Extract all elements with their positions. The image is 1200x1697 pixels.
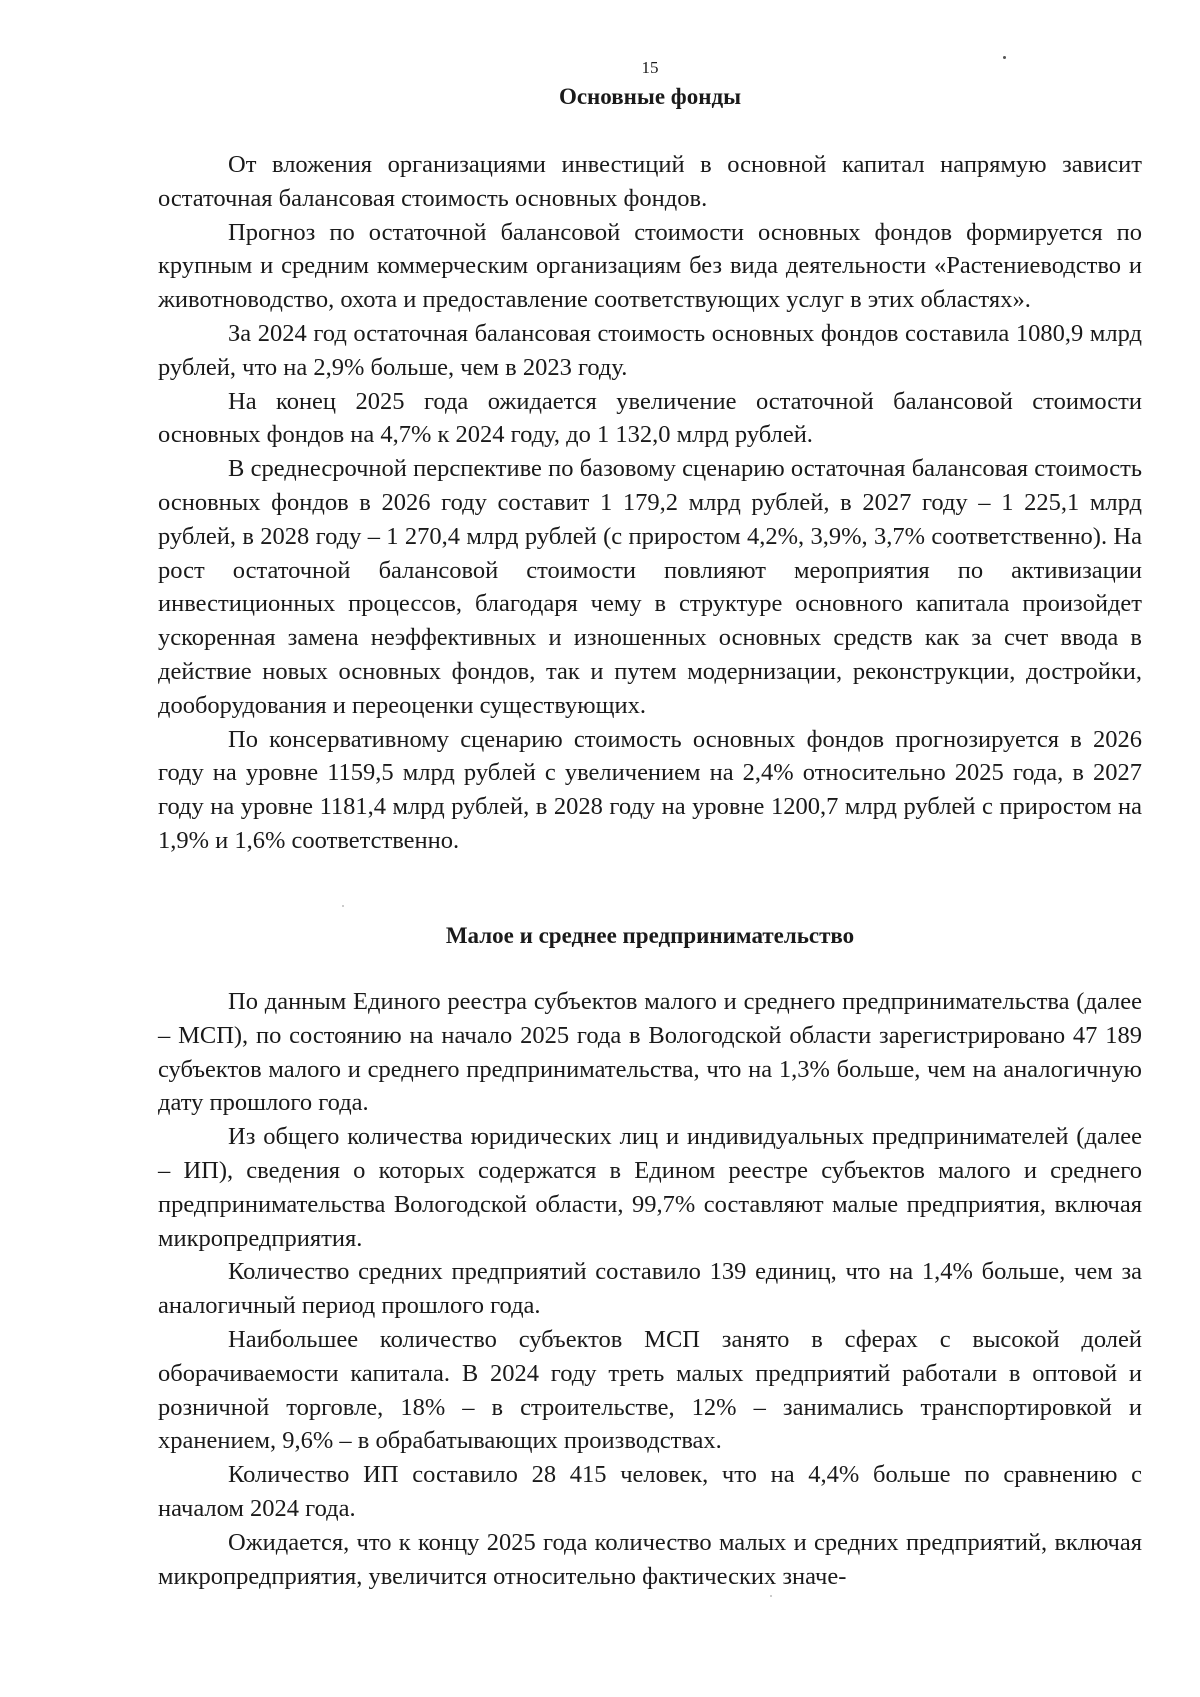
section-small-business-body xyxy=(158,985,1142,1593)
paragraph: За 2024 год остаточная балансовая стоимость основных фондов составила 1080,9 млрд рублей, что на 2,9% больше, чем в 2023 году. xyxy=(158,319,1142,381)
paragraph: Прогноз по остаточной балансовой стоимости основных фондов формируется по крупным и средним коммерческим организациям без вида деятельности «Растениеводство и животноводство, охота и предоставление соответствующих услуг в этих областях». xyxy=(158,218,1142,314)
section-fixed-assets-body xyxy=(158,148,1142,858)
scan-speck xyxy=(770,1595,772,1597)
paragraph: По данным Единого реестра субъектов малого и среднего предпринимательства (далее – МСП), по состоянию на начало 2025 года в Вологодской области зарегистрировано 47 189 субъектов малого и среднего предпринимательства, что на 1,3% больше, чем на аналогичную дату прошлого года. xyxy=(158,988,1142,1117)
paragraph: От вложения организациями инвестиций в основной капитал напрямую зависит остаточная балансовая стоимость основных фондов. xyxy=(158,151,1142,212)
section-title-small-business: Малое и среднее предпринимательство xyxy=(445,923,855,948)
paragraph: Количество ИП составило 28 415 человек, что на 4,4% больше по сравнению с началом 2024 года. xyxy=(158,1461,1142,1522)
paragraph: По консервативному сценарию стоимость основных фондов прогнозируется в 2026 году на уровне 1159,5 млрд рублей с увеличением на 2,4% относительно 2025 года, в 2027 году на уровне 1181,4 млрд рублей, в 2028 году на уровне 1200,7 млрд рублей с приростом на 1,9% и 1,6% соответственно. xyxy=(158,725,1142,854)
paragraph: В среднесрочной перспективе по базовому сценарию остаточная балансовая стоимость основных фондов в 2026 году составит 1 179,2 млрд рублей, в 2027 году – 1 225,1 млрд рублей, в 2028 году – 1 270,4 млрд рублей (с приростом 4,2%, 3,9%, 3,7% соответственно). На рост остаточной балансовой стоимости повлияют мероприятия по активизации инвестиционных процессов, благодаря чему в структуре основного капитала произойдет ускоренная замена неэффективных и изношенных основных средств как за счет ввода в действие новых основных фондов, так и путем модернизации, реконструкции, достройки, дооборудования и переоценки существующих. xyxy=(158,455,1142,719)
paragraph: Из общего количества юридических лиц и индивидуальных предпринимателей (далее – ИП), сведения о которых содержатся в Едином реестре субъектов малого и среднего предпринимательства Вологодской области, 99,7% составляют малые предприятия, включая микропредприятия. xyxy=(158,1123,1142,1252)
paragraph: Ожидается, что к концу 2025 года количество малых и средних предприятий, включая микропредприятия, увеличится относительно фактических значе- xyxy=(158,1528,1142,1590)
paragraph: Количество средних предприятий составило 139 единиц, что на 1,4% больше, чем за аналогичный период прошлого года. xyxy=(158,1258,1142,1320)
page-number: 15 xyxy=(641,58,659,77)
scan-speck xyxy=(342,905,344,907)
paragraph: Наибольшее количество субъектов МСП занято в сферах с высокой долей оборачиваемости капитала. В 2024 году треть малых предприятий работали в оптовой и розничной торговле, 18% – в строительстве, 12% – занимались транспортировкой и хранением, 9,6% – в обрабатывающих производствах. xyxy=(158,1325,1142,1455)
section-title-fixed-assets: Основные фонды xyxy=(558,84,742,109)
paragraph: На конец 2025 года ожидается увеличение остаточной балансовой стоимости основных фондов на 4,7% к 2024 году, до 1 132,0 млрд рублей. xyxy=(158,387,1142,449)
